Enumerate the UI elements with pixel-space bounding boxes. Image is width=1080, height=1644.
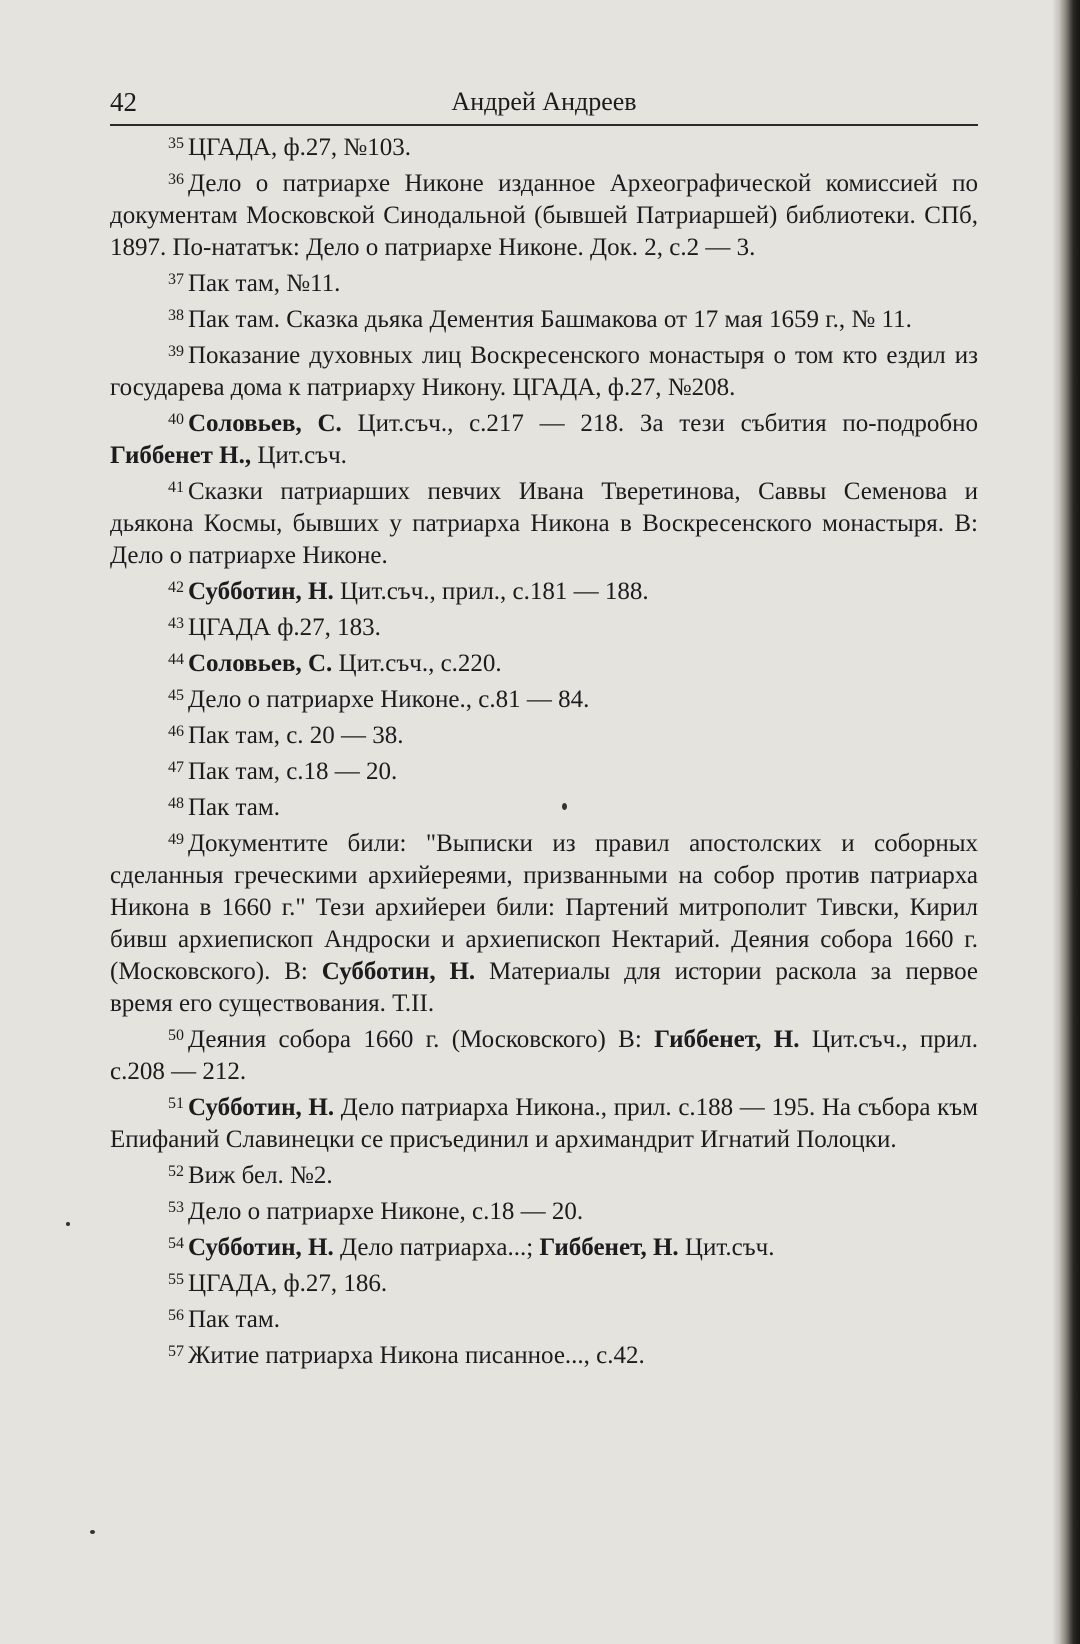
footnote-51 bbox=[110, 1092, 978, 1156]
footnote-40 bbox=[110, 408, 978, 472]
page-number: 42 bbox=[110, 87, 137, 117]
author-name: Субботин, Н. bbox=[188, 578, 334, 605]
footnote-number: 40 bbox=[168, 411, 184, 428]
footnote-number: 45 bbox=[168, 687, 184, 704]
footnote-number: 56 bbox=[168, 1307, 184, 1324]
footnote-number: 42 bbox=[168, 579, 184, 596]
running-title: Андрей Андреев bbox=[451, 87, 637, 116]
footnote-43 bbox=[110, 612, 978, 644]
footnote-39 bbox=[110, 340, 978, 404]
footnote-text: Цит.съч. bbox=[251, 442, 347, 469]
author-name: Субботин, Н. bbox=[188, 1094, 335, 1121]
author-name: Субботин, Н. bbox=[188, 1234, 334, 1261]
footnote-number: 35 bbox=[168, 135, 184, 152]
page-header bbox=[110, 84, 978, 120]
footnote-text: Дело патриарха Никона., прил. с.188 — 195. На събора към Епифаний Славинецки се присъединил и архимандрит Игнатий Полоцки. bbox=[110, 1094, 978, 1153]
footnote-41 bbox=[110, 476, 978, 572]
footnote-number: 47 bbox=[168, 759, 184, 776]
footnote-text: Пак там. Сказка дьяка Дементия Башмакова от 17 мая 1659 г., № 11. bbox=[188, 306, 912, 333]
footnote-number: 46 bbox=[168, 723, 184, 740]
footnote-text: Пак там. bbox=[188, 1306, 280, 1333]
footnote-text: Пак там. bbox=[188, 794, 280, 821]
footnote-44 bbox=[110, 648, 978, 680]
footnote-number: 44 bbox=[168, 651, 184, 668]
header-rule bbox=[110, 124, 978, 126]
footnote-text: Пак там, с.18 — 20. bbox=[188, 758, 398, 785]
footnote-number: 36 bbox=[168, 171, 184, 188]
footnote-56 bbox=[110, 1304, 978, 1336]
footnote-text: Цит.съч., с.217 — 218. За тези събития по-подробно bbox=[341, 410, 978, 437]
footnote-52 bbox=[110, 1160, 978, 1192]
footnote-54 bbox=[110, 1232, 978, 1264]
footnote-37 bbox=[110, 268, 978, 300]
print-speck bbox=[90, 1530, 95, 1534]
footnote-text: Пак там, №11. bbox=[188, 270, 341, 297]
footnote-number: 53 bbox=[168, 1199, 184, 1216]
footnote-text: ЦГАДА, ф.27, №103. bbox=[188, 134, 411, 161]
author-name: Гиббенет, Н. bbox=[539, 1234, 679, 1261]
footnote-number: 57 bbox=[168, 1343, 184, 1360]
author-name: Гиббенет Н., bbox=[110, 442, 252, 469]
author-name: Соловьев, С. bbox=[188, 650, 333, 677]
footnote-text: Цит.съч., с.220. bbox=[332, 650, 502, 677]
footnote-35 bbox=[110, 132, 978, 164]
footnote-number: 51 bbox=[168, 1095, 184, 1112]
footnote-42 bbox=[110, 576, 978, 608]
footnote-38 bbox=[110, 304, 978, 336]
footnote-text: Цит.съч., прил. с.208 — 212. bbox=[110, 1026, 978, 1085]
footnote-number: 41 bbox=[168, 479, 184, 496]
footnote-number: 52 bbox=[168, 1163, 184, 1180]
footnote-number: 50 bbox=[168, 1027, 184, 1044]
footnote-48 bbox=[110, 792, 978, 824]
footnote-text: ЦГАДА, ф.27, 186. bbox=[188, 1270, 388, 1297]
footnote-text: Дело о патриархе Никоне, с.18 — 20. bbox=[188, 1198, 584, 1225]
author-name: Гиббенет, Н. bbox=[654, 1026, 800, 1053]
book-spine-shadow bbox=[1058, 0, 1080, 1644]
footnote-number: 38 bbox=[168, 307, 184, 324]
footnote-text: Виж бел. №2. bbox=[188, 1162, 333, 1189]
footnote-49 bbox=[110, 828, 978, 1020]
footnote-number: 49 bbox=[168, 831, 184, 848]
footnote-50 bbox=[110, 1024, 978, 1088]
footnote-number: 43 bbox=[168, 615, 184, 632]
footnote-46 bbox=[110, 720, 978, 752]
footnote-text: Цит.съч. bbox=[678, 1234, 775, 1261]
footnote-text: Пак там, с. 20 — 38. bbox=[188, 722, 404, 749]
footnote-53 bbox=[110, 1196, 978, 1228]
footnote-text: Деяния собора 1660 г. (Московского) В: bbox=[188, 1026, 655, 1053]
footnote-55 bbox=[110, 1268, 978, 1300]
footnote-number: 54 bbox=[168, 1235, 184, 1252]
print-speck bbox=[66, 1222, 70, 1226]
footnote-text: ЦГАДА ф.27, 183. bbox=[188, 614, 381, 641]
footnote-number: 55 bbox=[168, 1271, 184, 1288]
footnote-text: Дело патриарха...; bbox=[333, 1234, 540, 1261]
footnote-number: 37 bbox=[168, 271, 184, 288]
footnote-text: Показание духовных лиц Воскресенского монастыря о том кто ездил из государева дома к патриарху Никону. ЦГАДА, ф.27, №208. bbox=[110, 342, 978, 401]
footnote-text: Житие патриарха Никона писанное..., с.42. bbox=[188, 1342, 645, 1369]
footnote-text: Цит.съч., прил., с.181 — 188. bbox=[333, 578, 649, 605]
footnote-number: 39 bbox=[168, 343, 184, 360]
footnote-text: Дело о патриархе Никоне., с.81 — 84. bbox=[188, 686, 590, 713]
footnote-57 bbox=[110, 1340, 978, 1372]
footnote-text: Сказки патриарших певчих Ивана Тверетинова, Саввы Семенова и дьякона Космы, бывших у патриарха Никона в Воскресенского монастыря. В: Дело о патриархе Никоне. bbox=[110, 478, 978, 569]
footnote-36 bbox=[110, 168, 978, 264]
footnotes-list bbox=[110, 132, 978, 1376]
print-speck bbox=[562, 803, 567, 810]
footnote-text: Дело о патриархе Никоне изданное Археографической комиссией по документам Московской Синодальной (бывшей Патриаршей) библиотеки. СПб, 1897. По-нататък: Дело о патриархе Никоне. Док. 2, с.2 — 3. bbox=[110, 170, 978, 261]
footnote-number: 48 bbox=[168, 795, 184, 812]
author-name: Субботин, Н. bbox=[321, 958, 476, 985]
footnote-text: Документите били: "Выписки из правил апостолских и соборных сделанныя греческими архийереями, призванными на собор против патриарха Никона в 1660 г." Тези архийереи били: Партений митрополит Тивски, Кирил бивш архиепископ Андроски и архиепископ Нектарий. Деяния собора 1660 г. (Московского). В: bbox=[110, 830, 978, 985]
author-name: Соловьев, С. bbox=[188, 410, 342, 437]
footnote-47 bbox=[110, 756, 978, 788]
footnote-45 bbox=[110, 684, 978, 716]
footnote-text: Материалы для истории раскола за первое время его существования. Т.II. bbox=[110, 958, 979, 1017]
